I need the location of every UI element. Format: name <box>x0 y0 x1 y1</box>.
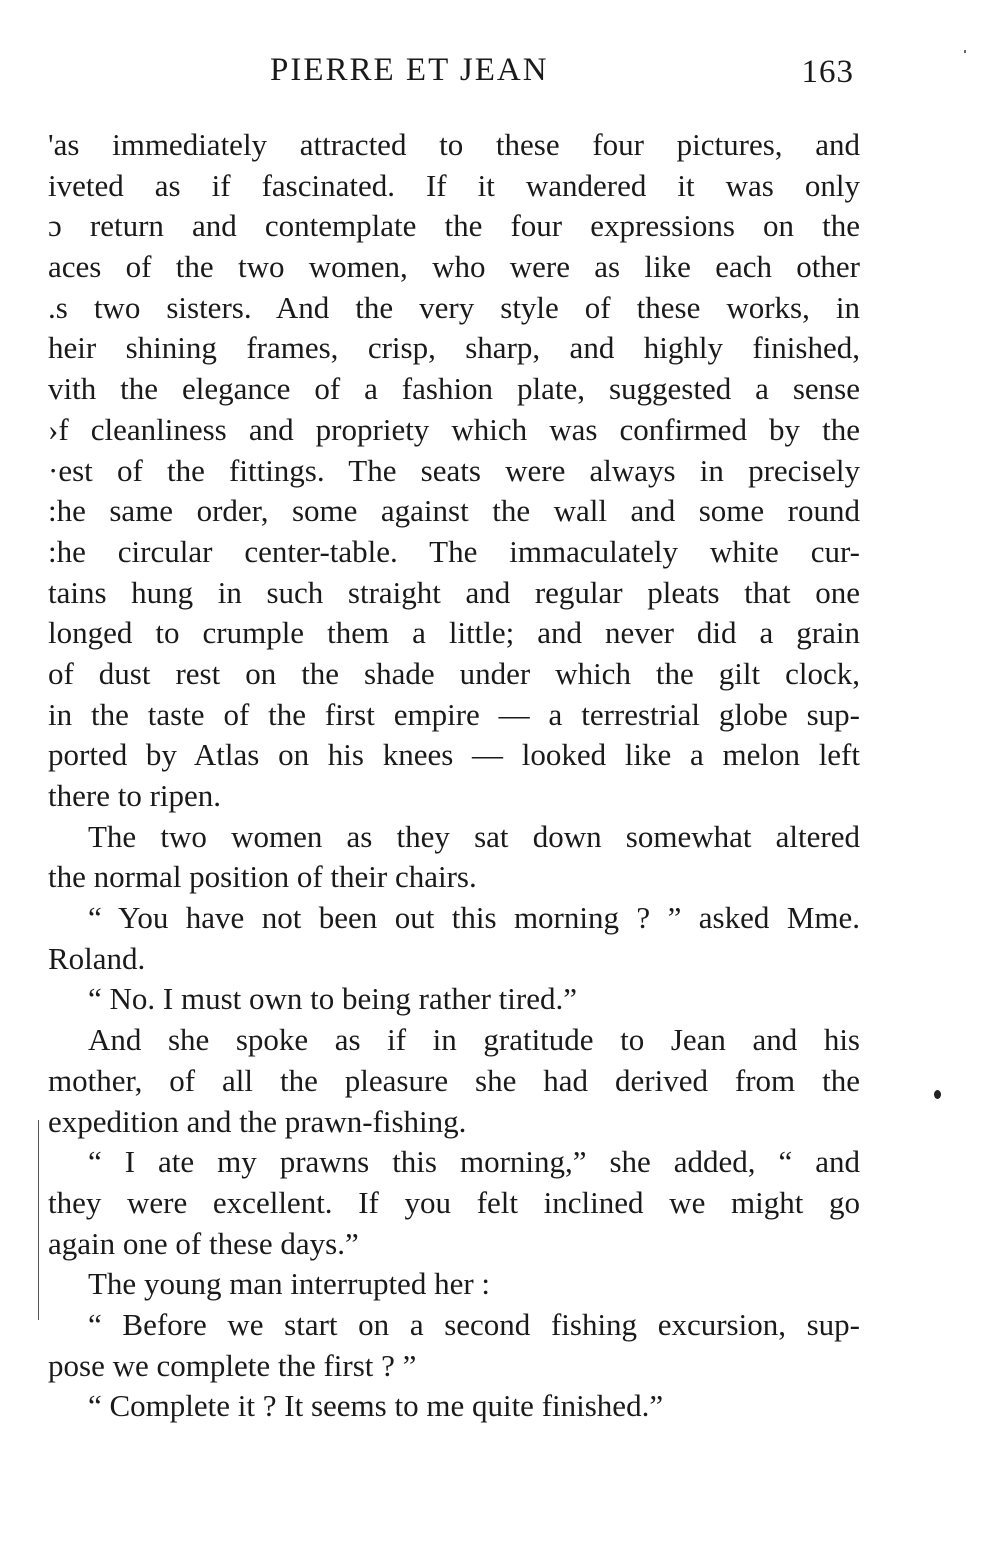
text-line: ported by Atlas on his knees — looked like a melon left <box>48 737 860 773</box>
text-line: iveted as if fascinated. If it wandered it was only <box>48 167 860 203</box>
text-line: heir shining frames, crisp, sharp, and highly finished, <box>48 330 860 366</box>
text-line: longed to crumple them a little; and never did a grain <box>48 615 860 651</box>
text-line: ɔ return and contemplate the four expressions on the <box>48 208 860 244</box>
text-line: ·est of the fittings. The seats were always in precisely <box>48 452 860 488</box>
text-line: “ No. I must own to being rather tired.” <box>88 981 577 1017</box>
text-line: in the taste of the first empire — a terrestrial globe sup- <box>48 696 860 732</box>
text-line: .s two sisters. And the very style of these works, in <box>48 289 860 325</box>
text-line: there to ripen. <box>48 778 222 813</box>
ink-speck <box>964 50 966 53</box>
text-line: And she spoke as if in gratitude to Jean and his <box>88 1022 860 1058</box>
text-line: 'as immediately attracted to these four pictures, and <box>48 127 860 162</box>
text-line: ›f cleanliness and propriety which was confirmed by the <box>48 411 860 447</box>
text-line: Roland. <box>48 940 146 976</box>
text-line: “ I ate my prawns this morning,” she added, “ and <box>88 1144 860 1180</box>
text-line: :he same order, some against the wall and some round <box>48 493 860 529</box>
running-title: PIERRE ET JEAN <box>270 52 549 88</box>
body-text <box>48 125 860 1427</box>
ink-speck <box>934 1090 941 1099</box>
page-number: 163 <box>801 54 854 90</box>
text-line: mother, of all the pleasure she had derived from the <box>48 1062 860 1098</box>
text-line: pose we complete the first ? ” <box>48 1347 417 1383</box>
text-line: of dust rest on the shade under which the gilt clock, <box>48 655 860 691</box>
text-line: The two women as they sat down somewhat altered <box>88 818 860 854</box>
margin-mark <box>38 1120 39 1320</box>
text-line: tains hung in such straight and regular pleats that one <box>48 574 860 610</box>
text-line: aces of the two women, who were as like each other <box>48 249 860 285</box>
text-line: The young man interrupted her : <box>88 1266 491 1302</box>
text-line: :he circular center-table. The immaculately white cur- <box>48 533 860 569</box>
page-header <box>48 52 860 102</box>
text-line: expedition and the prawn-fishing. <box>48 1103 467 1139</box>
text-line: they were excellent. If you felt inclined we might go <box>48 1184 860 1220</box>
text-line: “ You have not been out this morning ? ” asked Mme. <box>88 900 860 936</box>
text-line: “ Before we start on a second fishing excursion, sup- <box>88 1306 860 1342</box>
text-line: again one of these days.” <box>48 1225 359 1261</box>
text-line: the normal position of their chairs. <box>48 859 477 895</box>
text-line: vith the elegance of a fashion plate, suggested a sense <box>48 371 860 407</box>
text-line: “ Complete it ? It seems to me quite finished.” <box>88 1388 664 1424</box>
